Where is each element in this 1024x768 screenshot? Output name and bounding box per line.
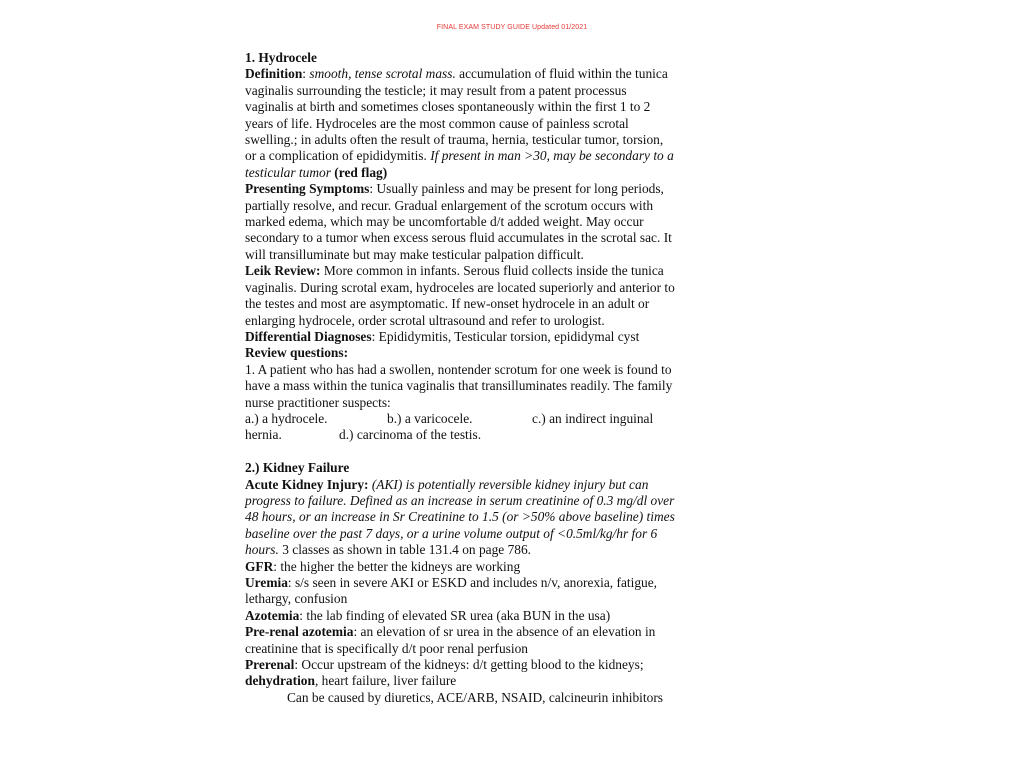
prerenal-azotemia-text: : an elevation of sr urea in the absence of an elevation in creatinine that is specifically d/t poor renal perfusion	[245, 624, 656, 656]
aki-text: 3 classes as shown in table 131.4 on page 786.	[278, 542, 532, 558]
answer-choice-b: b.) a varicocele.	[387, 410, 473, 426]
page-header: FINAL EXAM STUDY GUIDE Updated 01/2021	[436, 24, 588, 31]
kidney-uremia	[245, 575, 677, 608]
review-question-1: 1. A patient who has had a swollen, nontender scrotum for one week is found to have a mass within the tunica vaginalis that transilluminates readily. The family nurse practitioner suspects:	[245, 361, 673, 410]
answer-choice-c: c.) an indirect inguinal	[532, 410, 654, 426]
kidney-prerenal	[245, 657, 677, 690]
hydrocele-differential	[245, 329, 677, 345]
definition-label: Definition	[245, 66, 303, 82]
prerenal-label: Prerenal	[245, 656, 295, 672]
gfr-text: : the higher the better the kidneys are working	[273, 558, 521, 574]
kidney-aki	[245, 477, 677, 559]
answer-choice-a: a.) a hydrocele.	[245, 410, 328, 426]
kidney-azotemia	[245, 608, 677, 624]
aki-label: Acute Kidney Injury:	[245, 476, 369, 492]
prerenal-azotemia-label: Pre-renal azotemia	[245, 624, 354, 640]
review-questions-label: Review questions:	[245, 345, 349, 361]
gfr-label: GFR	[245, 558, 274, 574]
aki-definition: (AKI) is potentially reversible kidney injury but can progress to failure. Defined as an increase in serum creatinine of 0.3 mg/dl over 48 hours, or an increase in Sr Creatinine to 1.5 (or >50% above baseline) times baseline over the past 7 days, or a urine volume output of <0.5ml/kg/hr for 6 hours.	[245, 476, 675, 558]
leik-text: More common in infants. Serous fluid collects inside the tunica vaginalis. During scrotal exam, hydroceles are located superiorly and anterior to the testes and most are asymptomatic. If new-onset hydrocele in an adult or enlarging hydrocele, order scrotal ultrasound and refer to urologist.	[245, 263, 675, 328]
section-spacer	[245, 444, 677, 460]
answer-choices-row-1	[245, 411, 677, 427]
definition-italic-2: If present in man >30, may be secondary to a testicular tumor	[245, 148, 674, 180]
definition-text: accumulation of fluid within the tunica vaginalis surrounding the testicle; it may result from a patent processus vaginalis at birth and sometimes closes spontaneously within the first 1 to 2 years of life. Hydroceles are the most common cause of painless scrotal swelling.; in adults often the result of trauma, hernia, testicular tumor, torsion, or a complication of epididymitis.	[245, 66, 668, 164]
presenting-text: : Usually painless and may be present for long periods, partially resolve, and recur. Gradual enlargement of the scrotum occurs with marked edema, which may be uncomfortable d/t added weight. May occur secondary to a tumor when excess serous fluid accumulates in the scrotal sac. It will transilluminate but may make testicular palpation difficult.	[245, 181, 672, 262]
dehydration-label: dehydration	[245, 673, 315, 689]
hydrocele-leik-review	[245, 263, 677, 329]
hydrocele-definition: Definition: smooth, tense scrotal mass. accumulation of fluid within the tunica vaginalis surrounding the testicle; it may result from a patent processus vaginalis at birth and sometimes closes spontaneously within the first 1 to 2 years of life. Hydroceles are the most common cause of painless scrotal swelling.; in adults often the result of trauma, hernia, testicular tumor, torsion, or a complication of epididymitis. If present in man >30, may be secondary to a testicular tumor (red flag)	[245, 66, 674, 180]
azotemia-label: Azotemia	[245, 607, 300, 623]
answer-choice-d: d.) carcinoma of the testis.	[339, 427, 482, 443]
azotemia-text: : the lab finding of elevated SR urea (aka BUN in the usa)	[299, 607, 611, 623]
section-heading-hydrocele: 1. Hydrocele	[245, 50, 317, 65]
presenting-label: Presenting Symptoms	[245, 181, 370, 197]
section-heading-kidney-failure: 2.) Kidney Failure	[245, 460, 350, 476]
answer-choice-c-continued: hernia.	[245, 427, 282, 443]
prerenal-text: : Occur upstream of the kidneys: d/t getting blood to the kidneys;	[294, 656, 644, 672]
uremia-text: : s/s seen in severe AKI or ESKD and includes n/v, anorexia, fatigue, lethargy, confusion	[245, 574, 658, 607]
answer-choices-row-2	[245, 427, 677, 443]
kidney-prerenal-causes	[245, 690, 677, 706]
red-flag-label: (red flag)	[334, 164, 388, 180]
prerenal-text-2: , heart failure, liver failure	[314, 673, 457, 689]
leik-label: Leik Review:	[245, 263, 321, 279]
hydrocele-presenting-symptoms	[245, 181, 677, 263]
document-body	[245, 50, 677, 706]
causes-text: Can be caused by diuretics, ACE/ARB, NSAID, calcineurin inhibitors	[287, 689, 663, 705]
uremia-label: Uremia	[245, 574, 288, 590]
differential-label: Differential Diagnoses	[245, 328, 372, 344]
differential-text: : Epididymitis, Testicular torsion, epididymal cyst	[371, 328, 640, 344]
kidney-prerenal-azotemia	[245, 624, 677, 657]
definition-italic: smooth, tense scrotal mass.	[309, 66, 456, 82]
kidney-gfr	[245, 559, 677, 575]
